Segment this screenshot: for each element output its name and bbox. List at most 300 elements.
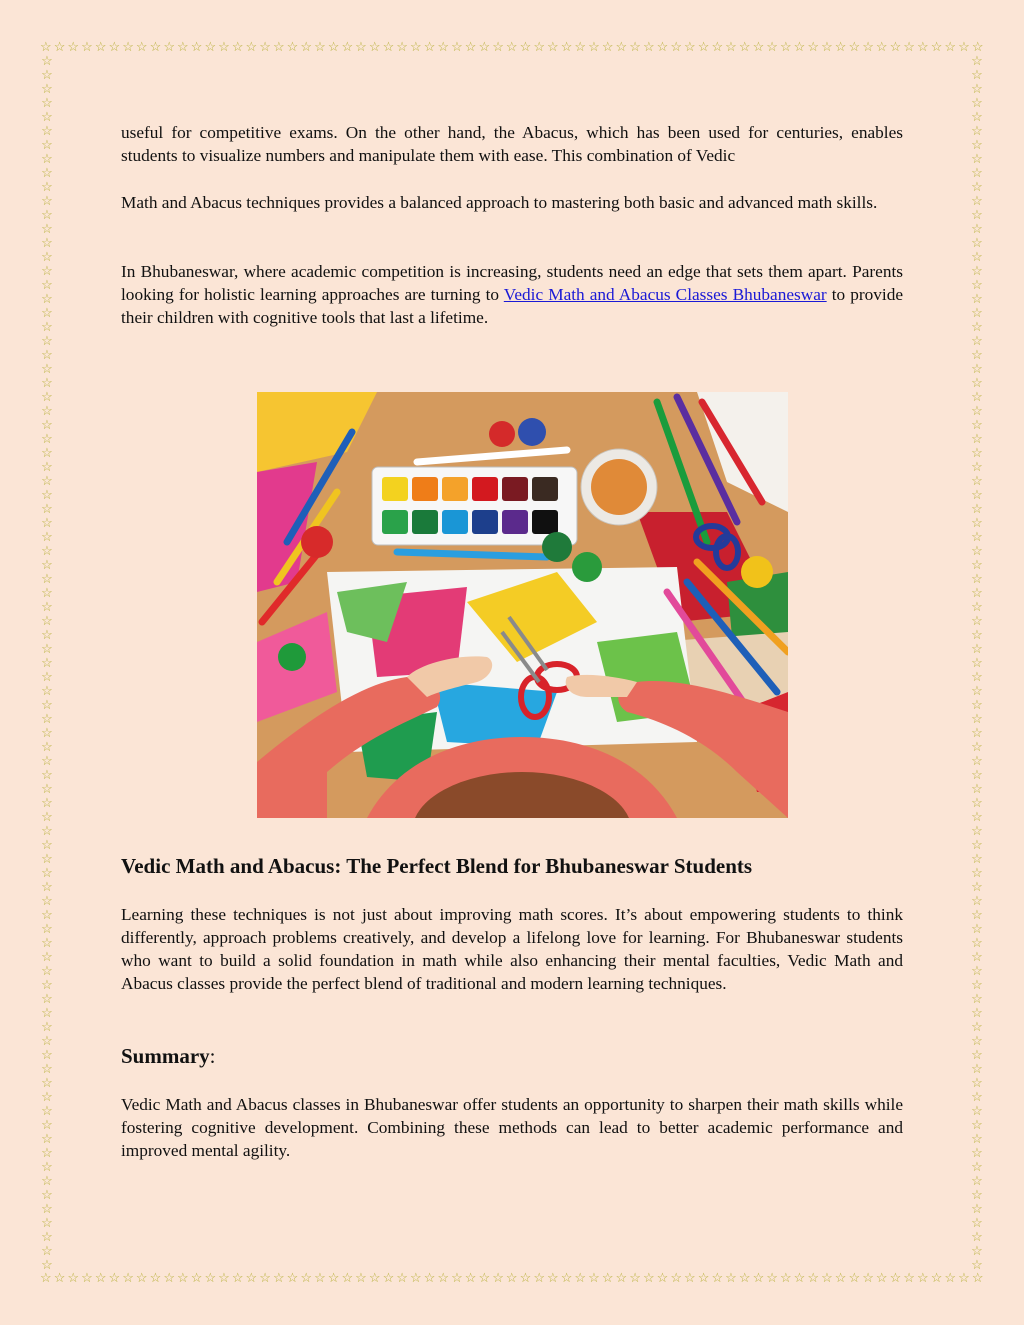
border-star-icon: ☆ (971, 375, 983, 390)
border-star-icon: ☆ (615, 1271, 628, 1285)
border-star-icon: ☆ (396, 40, 408, 54)
border-star-icon: ☆ (971, 1173, 983, 1188)
summary-heading-text: Summary (121, 1044, 210, 1068)
border-star-icon: ☆ (588, 40, 600, 54)
border-star-icon: ☆ (41, 767, 53, 782)
border-star-icon: ☆ (519, 40, 532, 54)
paragraph-3-text-start: In Bhubaneswar, where academic competition is increasing, students need an edge that sets them apart. Parents looking for holistic learning approaches are turning to (121, 262, 903, 304)
border-star-icon: ☆ (41, 795, 53, 810)
border-star-icon: ☆ (971, 403, 983, 418)
border-star-icon: ☆ (41, 487, 53, 502)
border-star-icon: ☆ (971, 1089, 983, 1104)
border-star-icon: ☆ (697, 40, 710, 54)
border-star-icon: ☆ (41, 613, 53, 628)
border-star-icon: ☆ (41, 557, 53, 572)
border-star-icon: ☆ (423, 1271, 436, 1285)
border-star-icon: ☆ (601, 1271, 614, 1285)
border-star-icon: ☆ (41, 1187, 53, 1202)
border-star-icon: ☆ (41, 711, 53, 726)
border-star-icon: ☆ (300, 40, 313, 54)
border-star-icon: ☆ (67, 40, 80, 54)
border-star-icon: ☆ (81, 1271, 93, 1285)
border-star-icon: ☆ (41, 277, 53, 292)
border-star-icon: ☆ (629, 40, 641, 54)
border-star-icon: ☆ (218, 40, 230, 54)
border-star-icon: ☆ (41, 179, 53, 194)
border-star-icon: ☆ (971, 739, 983, 754)
border-star-icon: ☆ (505, 1271, 518, 1285)
border-star-icon: ☆ (286, 1271, 299, 1285)
border-star-icon: ☆ (41, 291, 53, 306)
border-star-icon: ☆ (725, 1271, 737, 1285)
border-star-icon: ☆ (478, 1271, 491, 1285)
border-star-icon: ☆ (971, 179, 983, 194)
border-star-icon: ☆ (725, 40, 737, 54)
border-star-icon: ☆ (971, 1075, 983, 1090)
border-star-icon: ☆ (944, 1271, 957, 1285)
border-star-icon: ☆ (930, 1271, 943, 1285)
border-star-icon: ☆ (971, 613, 983, 628)
border-star-icon: ☆ (53, 40, 66, 54)
paragraph-3-text-end: to provide their children with cognitive tools that last a lifetime. (121, 285, 904, 327)
border-star-icon: ☆ (464, 40, 477, 54)
border-star-icon: ☆ (971, 697, 983, 712)
border-star-icon: ☆ (272, 1271, 285, 1285)
border-star-icon: ☆ (41, 431, 53, 446)
border-star-icon: ☆ (190, 40, 203, 54)
border-star-icon: ☆ (971, 123, 983, 138)
border-star-icon: ☆ (505, 40, 518, 54)
border-star-icon: ☆ (684, 40, 696, 54)
border-star-icon: ☆ (971, 711, 983, 726)
border-star-icon: ☆ (971, 669, 983, 684)
border-star-icon: ☆ (670, 1271, 682, 1285)
border-star-icon: ☆ (41, 263, 53, 278)
border-star-icon: ☆ (41, 347, 53, 362)
border-star-icon: ☆ (204, 40, 217, 54)
border-star-icon: ☆ (684, 1271, 696, 1285)
border-star-icon: ☆ (944, 40, 957, 54)
border-star-icon: ☆ (41, 1117, 53, 1132)
border-star-icon: ☆ (971, 361, 983, 376)
border-star-icon: ☆ (971, 417, 983, 432)
border-star-icon: ☆ (615, 40, 628, 54)
border-star-icon: ☆ (177, 40, 189, 54)
border-star-icon: ☆ (574, 40, 587, 54)
border-star-icon: ☆ (971, 487, 983, 502)
border-star-icon: ☆ (711, 40, 724, 54)
border-star-icon: ☆ (41, 823, 53, 838)
border-star-icon: ☆ (971, 963, 983, 978)
border-star-icon: ☆ (245, 1271, 258, 1285)
border-star-icon: ☆ (41, 459, 53, 474)
border-star-icon: ☆ (245, 40, 258, 54)
border-star-icon: ☆ (971, 1103, 983, 1118)
border-star-icon: ☆ (41, 1201, 53, 1216)
summary-heading (121, 1043, 216, 1069)
border-star-icon: ☆ (41, 683, 53, 698)
border-star-icon: ☆ (971, 1243, 983, 1258)
border-star-icon: ☆ (971, 767, 983, 782)
border-star-icon: ☆ (971, 1201, 983, 1216)
border-star-icon: ☆ (971, 1159, 983, 1174)
border-star-icon: ☆ (341, 40, 354, 54)
border-star-icon: ☆ (971, 81, 983, 96)
border-star-icon: ☆ (41, 1033, 53, 1048)
border-star-icon: ☆ (41, 1243, 53, 1258)
border-star-icon: ☆ (642, 40, 655, 54)
border-star-icon: ☆ (971, 837, 983, 852)
border-star-icon: ☆ (135, 40, 148, 54)
summary-heading-colon: : (209, 1044, 216, 1068)
border-star-icon: ☆ (971, 221, 983, 236)
border-star-icon: ☆ (560, 40, 573, 54)
border-star-icon: ☆ (971, 235, 983, 250)
border-star-icon: ☆ (41, 1131, 53, 1146)
border-star-icon: ☆ (971, 347, 983, 362)
border-star-icon: ☆ (971, 291, 983, 306)
border-star-icon: ☆ (41, 515, 53, 530)
border-star-icon: ☆ (971, 333, 983, 348)
border-star-icon: ☆ (41, 585, 53, 600)
border-star-icon: ☆ (41, 151, 53, 166)
paragraph-2-text: Math and Abacus techniques provides a balanced approach to mastering both basic and advanced math skills. (121, 193, 878, 212)
border-star-icon: ☆ (903, 40, 915, 54)
border-star-icon: ☆ (971, 1061, 983, 1076)
border-star-icon: ☆ (971, 641, 983, 656)
border-star-icon: ☆ (122, 1271, 134, 1285)
border-star-icon: ☆ (81, 40, 93, 54)
border-star-icon: ☆ (848, 1271, 861, 1285)
border-star-icon: ☆ (122, 40, 134, 54)
border-star-icon: ☆ (971, 921, 983, 936)
border-star-icon: ☆ (204, 1271, 217, 1285)
border-star-icon: ☆ (40, 40, 52, 54)
border-star-icon: ☆ (451, 1271, 463, 1285)
border-star-icon: ☆ (41, 319, 53, 334)
border-star-icon: ☆ (478, 40, 491, 54)
border-star-icon: ☆ (971, 501, 983, 516)
border-star-icon: ☆ (41, 445, 53, 460)
border-star-icon: ☆ (41, 529, 53, 544)
border-star-icon: ☆ (259, 1271, 271, 1285)
border-star-icon: ☆ (41, 865, 53, 880)
border-star-icon: ☆ (971, 529, 983, 544)
border-star-icon: ☆ (300, 1271, 313, 1285)
border-star-icon: ☆ (971, 1145, 983, 1160)
border-star-icon: ☆ (971, 165, 983, 180)
border-star-icon: ☆ (930, 40, 943, 54)
border-star-icon: ☆ (41, 403, 53, 418)
border-star-icon: ☆ (971, 725, 983, 740)
border-star-icon: ☆ (41, 907, 53, 922)
border-star-icon: ☆ (971, 795, 983, 810)
border-star-icon: ☆ (163, 1271, 175, 1285)
border-star-icon: ☆ (971, 557, 983, 572)
border-star-icon: ☆ (437, 1271, 450, 1285)
border-star-icon: ☆ (601, 40, 614, 54)
border-star-icon: ☆ (971, 277, 983, 292)
border-star-icon: ☆ (971, 1019, 983, 1034)
border-star-icon: ☆ (971, 193, 983, 208)
border-star-icon: ☆ (464, 1271, 477, 1285)
border-star-icon: ☆ (971, 1033, 983, 1048)
border-star-icon: ☆ (327, 1271, 340, 1285)
border-star-icon: ☆ (41, 641, 53, 656)
border-star-icon: ☆ (971, 949, 983, 964)
border-star-icon: ☆ (355, 40, 367, 54)
border-star-icon: ☆ (41, 501, 53, 516)
section-paragraph (121, 903, 903, 995)
border-star-icon: ☆ (41, 1089, 53, 1104)
border-star-icon: ☆ (629, 1271, 641, 1285)
border-star-icon: ☆ (875, 40, 888, 54)
border-star-icon: ☆ (971, 781, 983, 796)
border-star-icon: ☆ (875, 1271, 888, 1285)
border-star-icon: ☆ (396, 1271, 408, 1285)
border-star-icon: ☆ (41, 1159, 53, 1174)
border-star-icon: ☆ (135, 1271, 148, 1285)
border-star-icon: ☆ (779, 1271, 792, 1285)
paragraph-3 (121, 260, 903, 329)
border-star-icon: ☆ (41, 109, 53, 124)
border-star-icon: ☆ (41, 655, 53, 670)
border-star-icon: ☆ (41, 725, 53, 740)
border-star-icon: ☆ (41, 977, 53, 992)
border-star-icon: ☆ (574, 1271, 587, 1285)
border-star-icon: ☆ (314, 1271, 326, 1285)
border-star-icon: ☆ (971, 935, 983, 950)
border-star-icon: ☆ (41, 921, 53, 936)
border-star-icon: ☆ (971, 585, 983, 600)
border-star-icon: ☆ (752, 1271, 765, 1285)
border-star-icon: ☆ (971, 991, 983, 1006)
border-star-icon: ☆ (492, 40, 504, 54)
border-star-icon: ☆ (971, 1215, 983, 1230)
border-star-icon: ☆ (368, 40, 381, 54)
border-star-icon: ☆ (971, 1187, 983, 1202)
border-star-icon: ☆ (409, 1271, 422, 1285)
border-star-icon: ☆ (94, 40, 107, 54)
border-star-icon: ☆ (355, 1271, 367, 1285)
border-star-icon: ☆ (149, 40, 162, 54)
border-star-icon: ☆ (971, 109, 983, 124)
border-star-icon: ☆ (971, 907, 983, 922)
border-star-icon: ☆ (41, 221, 53, 236)
border-star-icon: ☆ (971, 1047, 983, 1062)
border-star-icon: ☆ (971, 389, 983, 404)
paragraph-1 (121, 121, 903, 167)
border-star-icon: ☆ (971, 151, 983, 166)
border-star-icon: ☆ (971, 1271, 984, 1285)
border-star-icon: ☆ (971, 263, 983, 278)
section-heading: Vedic Math and Abacus: The Perfect Blend for Bhubaneswar Students (121, 854, 753, 878)
border-star-icon: ☆ (971, 459, 983, 474)
border-star-icon: ☆ (41, 949, 53, 964)
border-star-icon: ☆ (451, 40, 463, 54)
border-star-icon: ☆ (766, 40, 778, 54)
border-star-icon: ☆ (738, 1271, 751, 1285)
border-star-icon: ☆ (108, 1271, 121, 1285)
border-star-icon: ☆ (807, 40, 820, 54)
border-star-icon: ☆ (519, 1271, 532, 1285)
border-star-icon: ☆ (834, 1271, 847, 1285)
border-star-icon: ☆ (382, 40, 395, 54)
border-star-icon: ☆ (971, 40, 984, 54)
border-star-icon: ☆ (889, 1271, 902, 1285)
border-star-icon: ☆ (971, 95, 983, 110)
border-star-icon: ☆ (41, 249, 53, 264)
border-star-icon: ☆ (41, 809, 53, 824)
border-star-icon: ☆ (917, 1271, 929, 1285)
border-star-icon: ☆ (41, 599, 53, 614)
border-star-icon: ☆ (971, 571, 983, 586)
border-star-icon: ☆ (108, 40, 121, 54)
border-star-icon: ☆ (971, 655, 983, 670)
border-star-icon: ☆ (971, 207, 983, 222)
border-top (40, 40, 984, 54)
border-star-icon: ☆ (971, 1131, 983, 1146)
border-star-icon: ☆ (41, 1103, 53, 1118)
border-star-icon: ☆ (971, 683, 983, 698)
border-star-icon: ☆ (190, 1271, 203, 1285)
border-star-icon: ☆ (971, 305, 983, 320)
border-star-icon: ☆ (41, 879, 53, 894)
border-star-icon: ☆ (560, 1271, 573, 1285)
border-star-icon: ☆ (41, 963, 53, 978)
border-star-icon: ☆ (492, 1271, 504, 1285)
border-star-icon: ☆ (272, 40, 285, 54)
border-star-icon: ☆ (670, 40, 682, 54)
border-star-icon: ☆ (971, 54, 983, 68)
border-star-icon: ☆ (917, 40, 929, 54)
border-star-icon: ☆ (231, 40, 244, 54)
border-star-icon: ☆ (971, 431, 983, 446)
border-star-icon: ☆ (41, 543, 53, 558)
border-star-icon: ☆ (231, 1271, 244, 1285)
border-star-icon: ☆ (41, 375, 53, 390)
border-star-icon: ☆ (971, 473, 983, 488)
border-star-icon: ☆ (971, 137, 983, 152)
border-star-icon: ☆ (793, 40, 806, 54)
border-star-icon: ☆ (41, 627, 53, 642)
border-star-icon: ☆ (588, 1271, 600, 1285)
border-star-icon: ☆ (41, 137, 53, 152)
border-star-icon: ☆ (971, 249, 983, 264)
border-star-icon: ☆ (533, 40, 545, 54)
border-star-icon: ☆ (752, 40, 765, 54)
border-star-icon: ☆ (834, 40, 847, 54)
border-star-icon: ☆ (41, 697, 53, 712)
border-star-icon: ☆ (177, 1271, 189, 1285)
border-star-icon: ☆ (41, 669, 53, 684)
border-star-icon: ☆ (218, 1271, 230, 1285)
border-star-icon: ☆ (971, 893, 983, 908)
border-star-icon: ☆ (41, 333, 53, 348)
border-star-icon: ☆ (697, 1271, 710, 1285)
border-star-icon: ☆ (259, 40, 271, 54)
border-star-icon: ☆ (971, 599, 983, 614)
border-star-icon: ☆ (971, 515, 983, 530)
border-star-icon: ☆ (40, 1271, 52, 1285)
border-star-icon: ☆ (971, 977, 983, 992)
border-star-icon: ☆ (41, 1215, 53, 1230)
classes-bhubaneswar-link[interactable]: Vedic Math and Abacus Classes Bhubaneswar (503, 285, 827, 304)
border-star-icon: ☆ (41, 851, 53, 866)
border-star-icon: ☆ (971, 823, 983, 838)
border-star-icon: ☆ (149, 1271, 162, 1285)
border-star-icon: ☆ (821, 40, 833, 54)
border-star-icon: ☆ (971, 627, 983, 642)
border-star-icon: ☆ (67, 1271, 80, 1285)
border-star-icon: ☆ (971, 319, 983, 334)
border-star-icon: ☆ (41, 1173, 53, 1188)
border-star-icon: ☆ (41, 571, 53, 586)
border-star-icon: ☆ (409, 40, 422, 54)
border-star-icon: ☆ (766, 1271, 778, 1285)
border-star-icon: ☆ (41, 165, 53, 180)
border-star-icon: ☆ (711, 1271, 724, 1285)
border-star-icon: ☆ (971, 865, 983, 880)
border-star-icon: ☆ (971, 67, 983, 82)
border-star-icon: ☆ (821, 1271, 833, 1285)
border-star-icon: ☆ (738, 40, 751, 54)
summary-paragraph-text: Vedic Math and Abacus classes in Bhubaneswar offer students an opportunity to sharpen their math skills while fostering cognitive development. Combining these methods can lead to better academic performance and improved mental agility. (121, 1095, 903, 1160)
summary-paragraph (121, 1093, 903, 1162)
border-star-icon: ☆ (971, 1229, 983, 1244)
border-star-icon: ☆ (971, 809, 983, 824)
border-star-icon: ☆ (41, 753, 53, 768)
border-star-icon: ☆ (163, 40, 175, 54)
border-star-icon: ☆ (547, 40, 559, 54)
border-star-icon: ☆ (656, 1271, 669, 1285)
border-star-icon: ☆ (889, 40, 902, 54)
border-star-icon: ☆ (971, 543, 983, 558)
border-star-icon: ☆ (41, 935, 53, 950)
border-star-icon: ☆ (327, 40, 340, 54)
border-star-icon: ☆ (41, 389, 53, 404)
border-star-icon: ☆ (41, 837, 53, 852)
border-star-icon: ☆ (41, 95, 53, 110)
border-star-icon: ☆ (41, 1075, 53, 1090)
border-star-icon: ☆ (971, 1257, 983, 1270)
border-star-icon: ☆ (971, 1005, 983, 1020)
border-star-icon: ☆ (423, 40, 436, 54)
border-star-icon: ☆ (958, 1271, 970, 1285)
border-star-icon: ☆ (971, 1117, 983, 1132)
border-bottom (40, 1271, 984, 1285)
border-star-icon: ☆ (779, 40, 792, 54)
border-star-icon: ☆ (958, 40, 970, 54)
border-star-icon: ☆ (368, 1271, 381, 1285)
border-star-icon: ☆ (642, 1271, 655, 1285)
border-star-icon: ☆ (41, 235, 53, 250)
border-left (40, 54, 54, 1270)
border-star-icon: ☆ (41, 1005, 53, 1020)
border-right (970, 54, 984, 1270)
border-star-icon: ☆ (41, 1229, 53, 1244)
border-star-icon: ☆ (41, 54, 53, 68)
border-star-icon: ☆ (971, 879, 983, 894)
border-star-icon: ☆ (53, 1271, 66, 1285)
paragraph-1-text: useful for competitive exams. On the other hand, the Abacus, which has been used for centuries, enables students to visualize numbers and manipulate them with ease. This combination of Vedic (121, 123, 903, 165)
border-star-icon: ☆ (41, 123, 53, 138)
border-star-icon: ☆ (41, 1257, 53, 1270)
border-star-icon: ☆ (656, 40, 669, 54)
border-star-icon: ☆ (41, 893, 53, 908)
border-star-icon: ☆ (971, 851, 983, 866)
border-star-icon: ☆ (547, 1271, 559, 1285)
